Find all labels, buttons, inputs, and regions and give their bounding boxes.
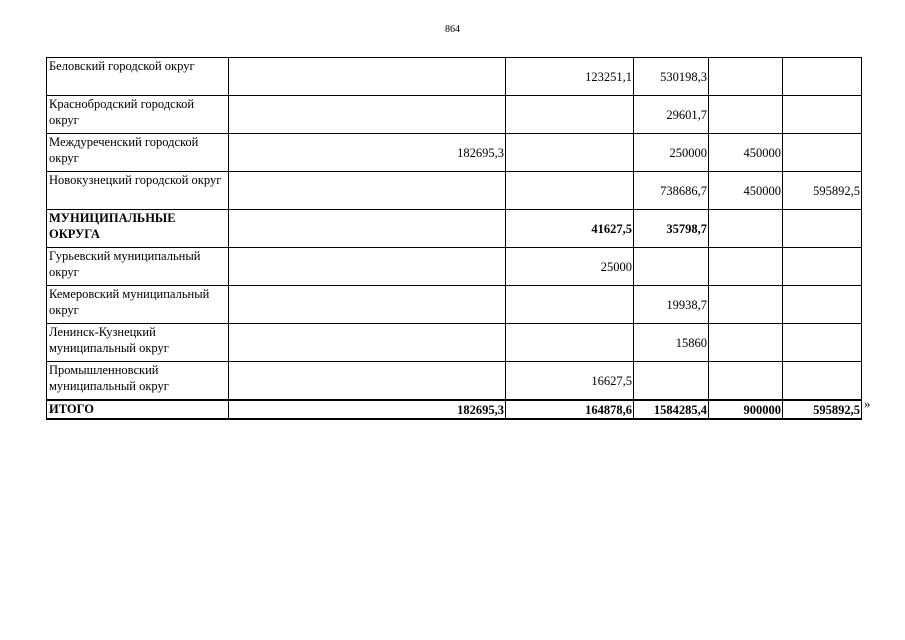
cell-value [783,134,862,172]
cell-value [709,362,783,401]
cell-value: 41627,5 [506,210,634,248]
cell-value [229,210,506,248]
table-row [47,58,862,96]
row-name: МУНИЦИПАЛЬНЫЕ ОКРУГА [47,210,229,248]
total-value: 900000 [709,400,783,419]
cell-value: 530198,3 [634,58,709,96]
table-row [47,286,862,324]
cell-value [783,96,862,134]
cell-value [506,286,634,324]
budget-table [46,57,862,420]
cell-value [229,286,506,324]
row-name: Ленинск-Кузнецкий муниципальный округ [47,324,229,362]
total-value: 1584285,4 [634,400,709,419]
total-value: 595892,5 [783,400,862,419]
cell-value: 450000 [709,172,783,210]
table-row [47,248,862,286]
cell-value: 123251,1 [506,58,634,96]
table-row-total [47,400,862,419]
cell-value: 738686,7 [634,172,709,210]
cell-value [783,58,862,96]
row-name: Краснобродский городской округ [47,96,229,134]
table-row-section-header [47,210,862,248]
cell-value [506,172,634,210]
cell-value [709,286,783,324]
table-row [47,96,862,134]
cell-value: 595892,5 [783,172,862,210]
cell-value [709,96,783,134]
cell-value: 25000 [506,248,634,286]
total-value: 164878,6 [506,400,634,419]
table-row [47,324,862,362]
cell-value: 19938,7 [634,286,709,324]
cell-value [229,172,506,210]
total-label: ИТОГО [47,400,229,419]
total-value: 182695,3 [229,400,506,419]
cell-value [709,210,783,248]
row-name: Новокузнецкий городской округ [47,172,229,210]
cell-value [506,324,634,362]
cell-value: 29601,7 [634,96,709,134]
cell-value [783,286,862,324]
cell-value [709,58,783,96]
cell-value [783,210,862,248]
page-number: 864 [445,24,460,35]
cell-value [229,362,506,401]
row-name: Беловский городской округ [47,58,229,96]
cell-value: 250000 [634,134,709,172]
cell-value [709,324,783,362]
cell-value: 182695,3 [229,134,506,172]
cell-value [783,324,862,362]
cell-value [634,248,709,286]
cell-value [783,362,862,401]
cell-value [506,134,634,172]
closing-quote: » [864,396,871,411]
row-name: Кемеровский муниципальный округ [47,286,229,324]
cell-value [229,248,506,286]
cell-value [229,96,506,134]
cell-value [634,362,709,401]
cell-value [229,324,506,362]
cell-value [709,248,783,286]
cell-value [506,96,634,134]
cell-value: 450000 [709,134,783,172]
table-row [47,134,862,172]
cell-value: 15860 [634,324,709,362]
cell-value [229,58,506,96]
table-row [47,172,862,210]
cell-value [783,248,862,286]
row-name: Промышленновский муниципальный округ [47,362,229,401]
row-name: Гурьевский муниципальный округ [47,248,229,286]
table-row [47,362,862,401]
row-name: Междуреченский городской округ [47,134,229,172]
cell-value: 16627,5 [506,362,634,401]
cell-value: 35798,7 [634,210,709,248]
